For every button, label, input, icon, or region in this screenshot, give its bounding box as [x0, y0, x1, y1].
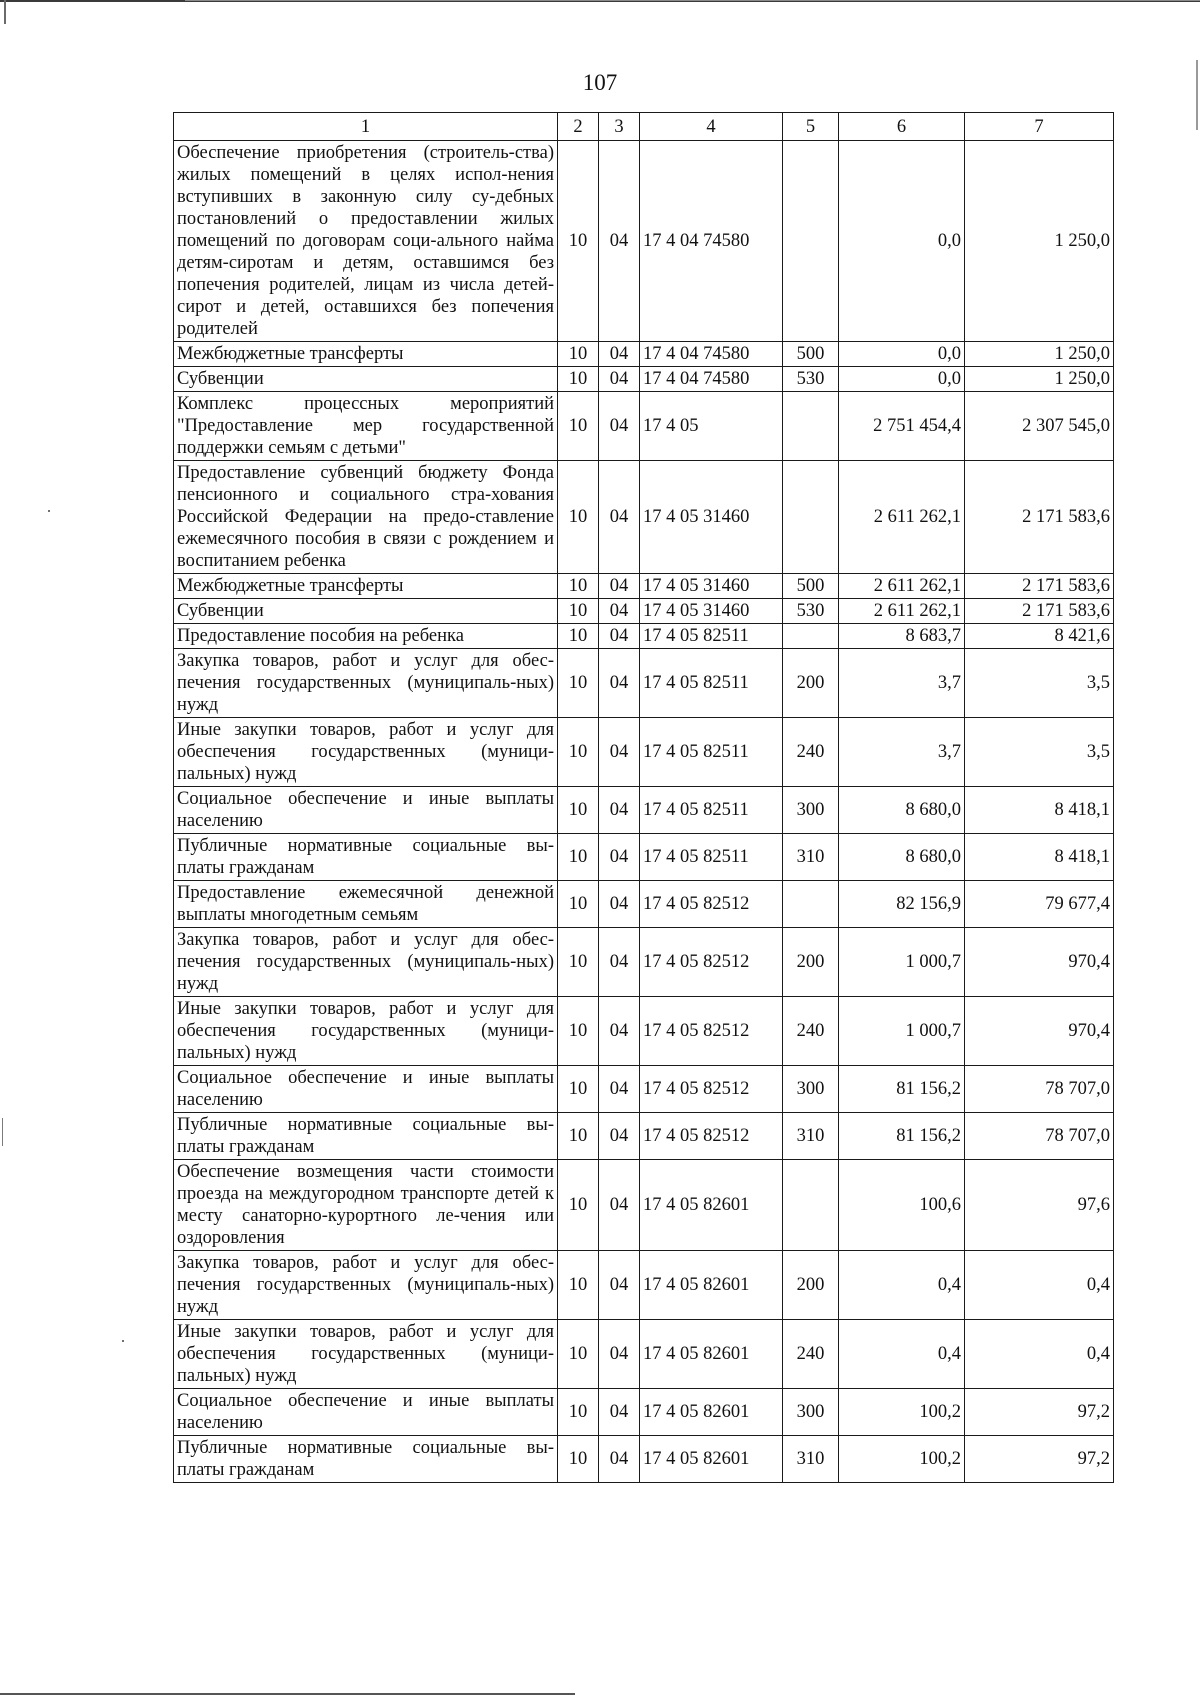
- row-value-col7-cell: 1 250,0: [965, 367, 1114, 392]
- table-row: [174, 1251, 1114, 1320]
- row-value-col7-cell: 970,4: [965, 997, 1114, 1066]
- row-expense-type-cell: 200: [783, 1251, 839, 1320]
- row-value-col7-cell: 8 418,1: [965, 787, 1114, 834]
- row-name-cell: Иные закупки товаров, работ и услуг для обеспечения государственных (муници-пальных) нужд: [174, 718, 558, 787]
- row-target-code-cell: 17 4 05 31460: [640, 461, 783, 574]
- row-value-col7-cell: 0,4: [965, 1251, 1114, 1320]
- row-target-code-cell: 17 4 05: [640, 392, 783, 461]
- row-value-col6-cell: 0,4: [839, 1251, 965, 1320]
- row-value-col6-cell: 8 680,0: [839, 834, 965, 881]
- scan-speck: [48, 510, 50, 512]
- row-section-cell: 10: [558, 834, 599, 881]
- row-subsection-cell: 04: [599, 599, 640, 624]
- row-name-cell: Субвенции: [174, 367, 558, 392]
- row-name-cell: Обеспечение приобретения (строитель-ства) жилых помещений в целях испол-нения вступивших в законную силу су-дебных постановлений о предоставлении жилых помещений по договорам соци-ального найма детям-сиротам и детям, оставшимся без попечения родителей, лицам из числа детей-сирот и детей, оставшихся без попечения родителей: [174, 141, 558, 342]
- row-subsection-cell: 04: [599, 1251, 640, 1320]
- header-cell-5: 5: [783, 113, 839, 141]
- table-row: [174, 834, 1114, 881]
- row-section-cell: 10: [558, 649, 599, 718]
- row-value-col6-cell: 1 000,7: [839, 928, 965, 997]
- row-target-code-cell: 17 4 05 82512: [640, 1113, 783, 1160]
- row-section-cell: 10: [558, 1113, 599, 1160]
- row-section-cell: 10: [558, 997, 599, 1066]
- row-value-col6-cell: 82 156,9: [839, 881, 965, 928]
- row-name-cell: Межбюджетные трансферты: [174, 574, 558, 599]
- row-name-cell: Предоставление субвенций бюджету Фонда пенсионного и социального стра-хования Российской Федерации на предо-ставление ежемесячного пособия в связи с рождением и воспитанием ребенка: [174, 461, 558, 574]
- row-section-cell: 10: [558, 392, 599, 461]
- row-subsection-cell: 04: [599, 392, 640, 461]
- row-target-code-cell: 17 4 04 74580: [640, 342, 783, 367]
- row-value-col6-cell: 0,0: [839, 367, 965, 392]
- row-subsection-cell: 04: [599, 1320, 640, 1389]
- row-expense-type-cell: 240: [783, 718, 839, 787]
- row-value-col7-cell: 970,4: [965, 928, 1114, 997]
- row-expense-type-cell: 300: [783, 787, 839, 834]
- row-section-cell: 10: [558, 718, 599, 787]
- table-row: [174, 928, 1114, 997]
- row-subsection-cell: 04: [599, 624, 640, 649]
- table-row: [174, 1389, 1114, 1436]
- row-value-col7-cell: 79 677,4: [965, 881, 1114, 928]
- row-target-code-cell: 17 4 04 74580: [640, 367, 783, 392]
- table-row: [174, 649, 1114, 718]
- row-expense-type-cell: [783, 392, 839, 461]
- scan-edge-top-right: [185, 0, 1200, 1]
- row-section-cell: 10: [558, 881, 599, 928]
- table-row: [174, 997, 1114, 1066]
- row-name-cell: Иные закупки товаров, работ и услуг для обеспечения государственных (муници-пальных) нужд: [174, 1320, 558, 1389]
- row-subsection-cell: 04: [599, 787, 640, 834]
- table-row: [174, 624, 1114, 649]
- row-expense-type-cell: [783, 881, 839, 928]
- row-expense-type-cell: 200: [783, 928, 839, 997]
- table-row: [174, 141, 1114, 342]
- row-value-col6-cell: 0,0: [839, 342, 965, 367]
- table-body: [174, 113, 1114, 1483]
- scan-edge-bottom: [0, 1693, 575, 1695]
- row-name-cell: Публичные нормативные социальные вы-платы гражданам: [174, 1436, 558, 1483]
- row-target-code-cell: 17 4 05 82601: [640, 1160, 783, 1251]
- row-value-col7-cell: 97,6: [965, 1160, 1114, 1251]
- row-value-col7-cell: 3,5: [965, 649, 1114, 718]
- header-cell-4: 4: [640, 113, 783, 141]
- table-row: [174, 1320, 1114, 1389]
- row-name-cell: Иные закупки товаров, работ и услуг для обеспечения государственных (муници-пальных) нужд: [174, 997, 558, 1066]
- row-value-col7-cell: 97,2: [965, 1389, 1114, 1436]
- scan-edge-left-mid: [2, 1118, 3, 1146]
- header-cell-7: 7: [965, 113, 1114, 141]
- row-subsection-cell: 04: [599, 1436, 640, 1483]
- table-row: [174, 342, 1114, 367]
- row-section-cell: 10: [558, 574, 599, 599]
- row-expense-type-cell: 300: [783, 1389, 839, 1436]
- row-value-col6-cell: 100,2: [839, 1436, 965, 1483]
- row-name-cell: Социальное обеспечение и иные выплаты населению: [174, 1066, 558, 1113]
- row-expense-type-cell: 240: [783, 997, 839, 1066]
- row-expense-type-cell: 200: [783, 649, 839, 718]
- row-subsection-cell: 04: [599, 834, 640, 881]
- row-section-cell: 10: [558, 787, 599, 834]
- row-value-col7-cell: 2 171 583,6: [965, 599, 1114, 624]
- row-subsection-cell: 04: [599, 928, 640, 997]
- header-cell-3: 3: [599, 113, 640, 141]
- row-name-cell: Межбюджетные трансферты: [174, 342, 558, 367]
- row-name-cell: Предоставление пособия на ребенка: [174, 624, 558, 649]
- row-subsection-cell: 04: [599, 1160, 640, 1251]
- table-row: [174, 461, 1114, 574]
- row-section-cell: 10: [558, 342, 599, 367]
- row-expense-type-cell: [783, 461, 839, 574]
- row-target-code-cell: 17 4 05 82511: [640, 834, 783, 881]
- row-target-code-cell: 17 4 05 82511: [640, 718, 783, 787]
- table-row: [174, 787, 1114, 834]
- header-cell-2: 2: [558, 113, 599, 141]
- row-value-col7-cell: 78 707,0: [965, 1066, 1114, 1113]
- row-expense-type-cell: 530: [783, 599, 839, 624]
- row-target-code-cell: 17 4 05 31460: [640, 574, 783, 599]
- row-value-col7-cell: 2 171 583,6: [965, 574, 1114, 599]
- row-name-cell: Публичные нормативные социальные вы-платы гражданам: [174, 1113, 558, 1160]
- header-cell-1: 1: [174, 113, 558, 141]
- row-value-col7-cell: 97,2: [965, 1436, 1114, 1483]
- row-expense-type-cell: [783, 624, 839, 649]
- row-subsection-cell: 04: [599, 342, 640, 367]
- row-subsection-cell: 04: [599, 1389, 640, 1436]
- row-subsection-cell: 04: [599, 881, 640, 928]
- row-name-cell: Закупка товаров, работ и услуг для обес-печения государственных (муниципаль-ных) нужд: [174, 928, 558, 997]
- row-value-col6-cell: 100,2: [839, 1389, 965, 1436]
- row-value-col7-cell: 2 171 583,6: [965, 461, 1114, 574]
- row-target-code-cell: 17 4 05 82511: [640, 787, 783, 834]
- row-section-cell: 10: [558, 599, 599, 624]
- row-name-cell: Обеспечение возмещения части стоимости проезда на междугородном транспорте детей к месту санаторно-курортного ле-чения или оздоровления: [174, 1160, 558, 1251]
- row-target-code-cell: 17 4 05 82601: [640, 1251, 783, 1320]
- row-value-col6-cell: 8 680,0: [839, 787, 965, 834]
- row-name-cell: Комплекс процессных мероприятий "Предоставление мер государственной поддержки семьям с детьми": [174, 392, 558, 461]
- row-value-col6-cell: 81 156,2: [839, 1066, 965, 1113]
- row-target-code-cell: 17 4 05 82601: [640, 1436, 783, 1483]
- row-target-code-cell: 17 4 05 82601: [640, 1320, 783, 1389]
- row-value-col6-cell: 2 751 454,4: [839, 392, 965, 461]
- row-expense-type-cell: 500: [783, 342, 839, 367]
- row-section-cell: 10: [558, 461, 599, 574]
- row-target-code-cell: 17 4 05 82511: [640, 624, 783, 649]
- row-value-col6-cell: 8 683,7: [839, 624, 965, 649]
- row-expense-type-cell: 310: [783, 1436, 839, 1483]
- row-target-code-cell: 17 4 05 31460: [640, 599, 783, 624]
- table-row: [174, 1160, 1114, 1251]
- row-value-col6-cell: 0,0: [839, 141, 965, 342]
- row-value-col6-cell: 0,4: [839, 1320, 965, 1389]
- table-row: [174, 599, 1114, 624]
- table-row: [174, 392, 1114, 461]
- row-section-cell: 10: [558, 141, 599, 342]
- row-expense-type-cell: 500: [783, 574, 839, 599]
- row-value-col7-cell: 1 250,0: [965, 342, 1114, 367]
- row-value-col6-cell: 3,7: [839, 649, 965, 718]
- row-section-cell: 10: [558, 1251, 599, 1320]
- row-name-cell: Закупка товаров, работ и услуг для обес-печения государственных (муниципаль-ных) нужд: [174, 1251, 558, 1320]
- row-section-cell: 10: [558, 1389, 599, 1436]
- row-value-col6-cell: 1 000,7: [839, 997, 965, 1066]
- scan-edge-left: [4, 0, 6, 24]
- row-value-col6-cell: 2 611 262,1: [839, 461, 965, 574]
- table-row: [174, 1066, 1114, 1113]
- row-name-cell: Публичные нормативные социальные вы-платы гражданам: [174, 834, 558, 881]
- row-section-cell: 10: [558, 367, 599, 392]
- row-value-col7-cell: 8 421,6: [965, 624, 1114, 649]
- table-header-row: [174, 113, 1114, 141]
- row-expense-type-cell: [783, 1160, 839, 1251]
- row-value-col7-cell: 2 307 545,0: [965, 392, 1114, 461]
- row-section-cell: 10: [558, 624, 599, 649]
- row-value-col7-cell: 78 707,0: [965, 1113, 1114, 1160]
- row-target-code-cell: 17 4 05 82512: [640, 997, 783, 1066]
- row-target-code-cell: 17 4 05 82512: [640, 881, 783, 928]
- row-value-col6-cell: 2 611 262,1: [839, 599, 965, 624]
- row-subsection-cell: 04: [599, 1066, 640, 1113]
- row-subsection-cell: 04: [599, 461, 640, 574]
- row-target-code-cell: 17 4 05 82512: [640, 928, 783, 997]
- row-value-col7-cell: 1 250,0: [965, 141, 1114, 342]
- row-subsection-cell: 04: [599, 574, 640, 599]
- row-section-cell: 10: [558, 1066, 599, 1113]
- table-row: [174, 1113, 1114, 1160]
- row-value-col6-cell: 100,6: [839, 1160, 965, 1251]
- row-value-col6-cell: 2 611 262,1: [839, 574, 965, 599]
- row-value-col6-cell: 3,7: [839, 718, 965, 787]
- row-subsection-cell: 04: [599, 1113, 640, 1160]
- row-value-col7-cell: 0,4: [965, 1320, 1114, 1389]
- row-name-cell: Субвенции: [174, 599, 558, 624]
- row-value-col7-cell: 8 418,1: [965, 834, 1114, 881]
- page-number: 107: [582, 70, 618, 95]
- row-section-cell: 10: [558, 1320, 599, 1389]
- row-subsection-cell: 04: [599, 718, 640, 787]
- row-target-code-cell: 17 4 05 82512: [640, 1066, 783, 1113]
- row-target-code-cell: 17 4 04 74580: [640, 141, 783, 342]
- row-section-cell: 10: [558, 1160, 599, 1251]
- table-row: [174, 881, 1114, 928]
- row-expense-type-cell: 310: [783, 1113, 839, 1160]
- row-target-code-cell: 17 4 05 82511: [640, 649, 783, 718]
- row-subsection-cell: 04: [599, 367, 640, 392]
- row-name-cell: Социальное обеспечение и иные выплаты населению: [174, 1389, 558, 1436]
- row-value-col7-cell: 3,5: [965, 718, 1114, 787]
- row-subsection-cell: 04: [599, 141, 640, 342]
- row-name-cell: Предоставление ежемесячной денежной выплаты многодетным семьям: [174, 881, 558, 928]
- row-subsection-cell: 04: [599, 649, 640, 718]
- table-row: [174, 1436, 1114, 1483]
- row-expense-type-cell: [783, 141, 839, 342]
- scan-speck: [122, 1340, 124, 1342]
- row-expense-type-cell: 300: [783, 1066, 839, 1113]
- row-expense-type-cell: 530: [783, 367, 839, 392]
- row-subsection-cell: 04: [599, 997, 640, 1066]
- row-expense-type-cell: 310: [783, 834, 839, 881]
- row-name-cell: Социальное обеспечение и иные выплаты населению: [174, 787, 558, 834]
- row-section-cell: 10: [558, 928, 599, 997]
- table-row: [174, 718, 1114, 787]
- table-row: [174, 367, 1114, 392]
- row-section-cell: 10: [558, 1436, 599, 1483]
- header-cell-6: 6: [839, 113, 965, 141]
- table-row: [174, 574, 1114, 599]
- row-value-col6-cell: 81 156,2: [839, 1113, 965, 1160]
- row-expense-type-cell: 240: [783, 1320, 839, 1389]
- row-name-cell: Закупка товаров, работ и услуг для обес-печения государственных (муниципаль-ных) нужд: [174, 649, 558, 718]
- budget-table: [173, 112, 1114, 1483]
- row-target-code-cell: 17 4 05 82601: [640, 1389, 783, 1436]
